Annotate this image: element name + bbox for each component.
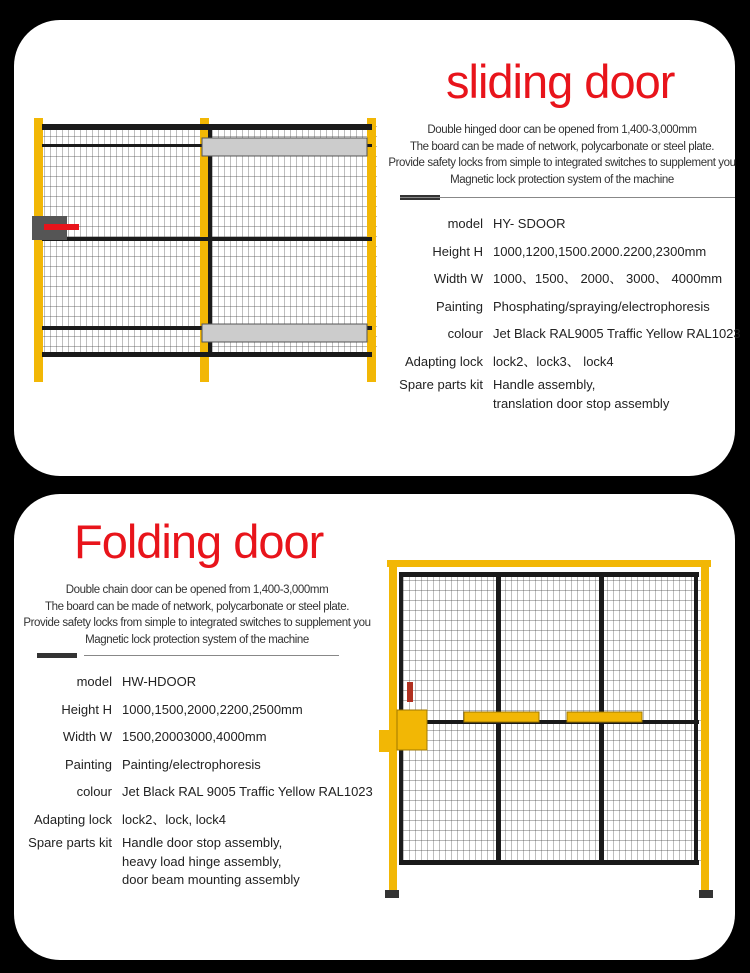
sliding-door-card: [14, 20, 741, 476]
spec-value: [493, 293, 710, 321]
spec-row: [12, 723, 373, 751]
spec-label: Width W: [62, 729, 112, 744]
spec-value: [493, 320, 741, 348]
spec-label: model: [447, 216, 483, 231]
description-line: Provide safety locks from simple to integrated switches to supplement you: [23, 617, 371, 629]
description-line: Double hinged door can be opened from 1,400-3,000mm: [427, 124, 697, 136]
spec-value-line: HY- SDOOR: [493, 216, 566, 231]
spec-label: Painting: [65, 756, 112, 772]
spec-value-line: Jet Black RAL 9005 Traffic Yellow RAL1023: [122, 784, 373, 799]
spec-value-line: Jet Black RAL9005 Traffic Yellow RAL1023: [493, 326, 741, 341]
divider-accent: [37, 653, 77, 658]
spec-value-line: lock2、lock, lock4: [122, 811, 227, 827]
description-line: Magnetic lock protection system of the machine: [450, 173, 674, 186]
divider: [84, 655, 339, 656]
folding-door-title: Folding door: [74, 515, 324, 568]
spec-value-line: heavy load hinge assembly,: [122, 854, 282, 869]
spec-value-line: translation door stop assembly: [493, 396, 670, 411]
spec-value: [122, 723, 267, 751]
spec-value-line: Painting/electrophoresis: [122, 756, 261, 772]
spec-label: model: [76, 674, 112, 689]
spec-row: [12, 696, 373, 724]
spec-value-line: 1000,1500,2000,2200,2500mm: [122, 701, 303, 717]
spec-row: [376, 238, 741, 266]
spec-row: [376, 375, 741, 413]
spec-label: Painting: [436, 298, 483, 314]
spec-value-line: 1500,20003000,4000mm: [122, 729, 267, 744]
description-line: The board can be made of network, polycarbonate or steel plate.: [44, 600, 350, 613]
spec-row: [376, 320, 741, 348]
spec-row: [12, 833, 373, 889]
folding-door-card: [14, 494, 735, 960]
sliding-spec-table: [376, 210, 741, 413]
spec-value: [122, 751, 261, 779]
spec-label: colour: [76, 784, 112, 799]
spec-value: [122, 806, 226, 834]
spec-row: [376, 348, 741, 376]
spec-row: [376, 293, 741, 321]
spec-value: [493, 238, 706, 266]
spec-value: [493, 265, 722, 293]
spec-value-line: lock2、lock3、 lock4: [493, 353, 614, 369]
spec-value: [493, 348, 614, 376]
spec-row: [12, 668, 373, 696]
folding-door-illustration: [379, 560, 719, 905]
divider: [400, 197, 735, 198]
spec-row: [12, 806, 373, 834]
folding-door-description: [14, 582, 380, 648]
spec-value: [122, 668, 196, 696]
spec-label: Height H: [61, 701, 112, 717]
spec-value: [122, 778, 373, 806]
description-line: Magnetic lock protection system of the machine: [85, 633, 309, 646]
description-line: Provide safety locks from simple to integrated switches to supplement you: [388, 157, 736, 169]
spec-label: Spare parts kit: [28, 835, 112, 850]
spec-value-line: Handle door stop assembly,: [122, 835, 283, 850]
spec-label: Adapting lock: [404, 353, 483, 369]
spec-label: Adapting lock: [33, 811, 112, 827]
spec-label: Spare parts kit: [399, 377, 483, 392]
spec-value-line: HW-HDOOR: [122, 674, 197, 689]
spec-row: [376, 265, 741, 293]
spec-label: Width W: [433, 271, 483, 286]
spec-value: [493, 375, 669, 413]
spec-row: [12, 778, 373, 806]
spec-value-line: door beam mounting assembly: [122, 872, 300, 887]
spec-value-line: Handle assembly,: [493, 377, 596, 392]
spec-label: colour: [447, 326, 483, 341]
spec-row: [12, 751, 373, 779]
spec-value: [122, 833, 300, 889]
folding-spec-table: [12, 668, 373, 889]
description-line: Double chain door can be opened from 1,400-3,000mm: [65, 584, 329, 596]
spec-value: [493, 210, 565, 238]
description-line: The board can be made of network, polycarbonate or steel plate.: [409, 140, 715, 153]
sliding-door-description: [379, 122, 745, 188]
spec-value: [122, 696, 303, 724]
sliding-door-illustration: [32, 116, 382, 386]
spec-value-line: Phosphating/spraying/electrophoresis: [493, 298, 710, 314]
spec-label: Height H: [432, 243, 483, 259]
sliding-door-title: sliding door: [446, 55, 675, 108]
spec-value-line: 1000、1500、 2000、 3000、 4000mm: [493, 271, 723, 286]
spec-value-line: 1000,1200,1500.2000.2200,2300mm: [493, 243, 707, 259]
spec-row: [376, 210, 741, 238]
